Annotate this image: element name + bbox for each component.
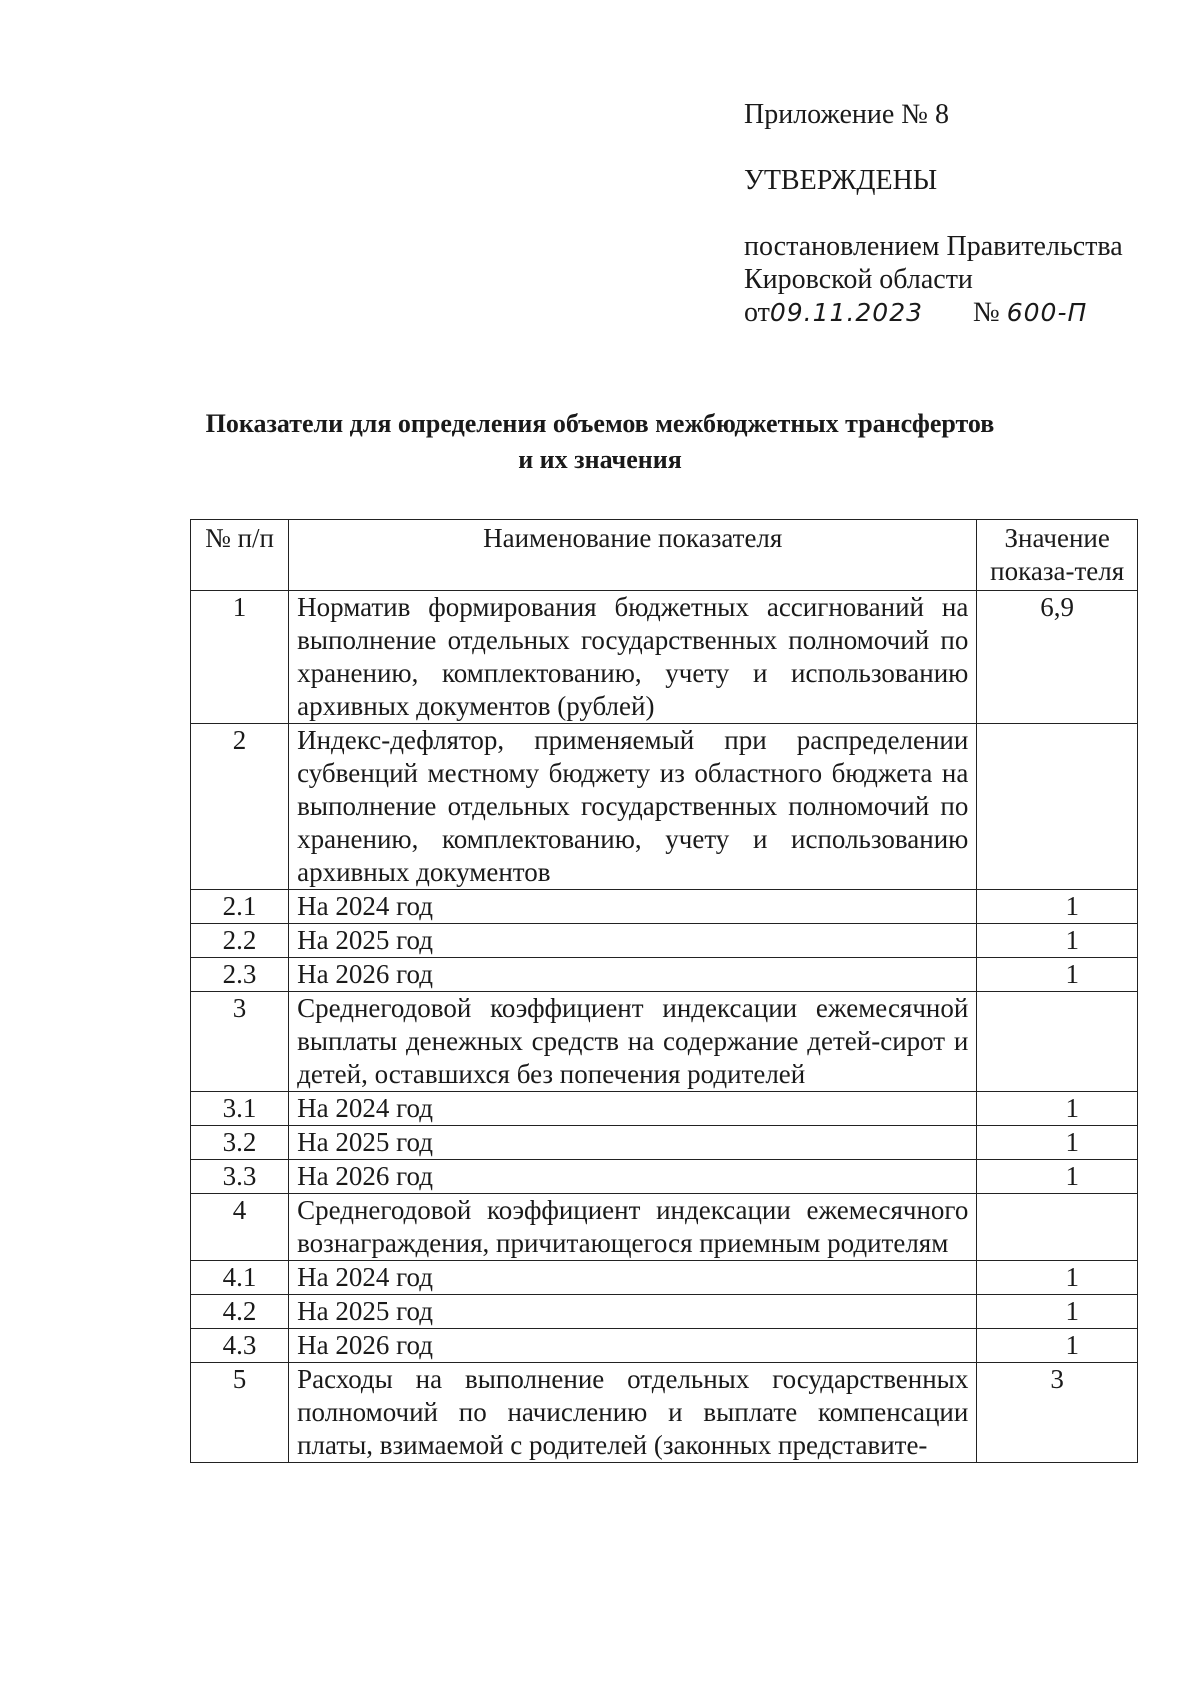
row-name: На 2026 год xyxy=(289,958,977,992)
table-row xyxy=(191,1261,1138,1295)
row-num: 4.2 xyxy=(191,1295,289,1329)
header-num: № п/п xyxy=(191,520,289,591)
row-name: На 2025 год xyxy=(289,924,977,958)
header-value: Значение показа-теля xyxy=(977,520,1138,591)
table-row xyxy=(191,1092,1138,1126)
approval-header xyxy=(744,98,1184,329)
row-name: На 2026 год xyxy=(289,1329,977,1363)
title-line-2: и их значения xyxy=(518,445,682,474)
row-num: 2 xyxy=(191,724,289,890)
row-num: 2.2 xyxy=(191,924,289,958)
row-value: 1 xyxy=(977,1295,1138,1329)
table-row xyxy=(191,1126,1138,1160)
handwritten-number: 600-П xyxy=(1006,298,1088,327)
table-row xyxy=(191,1194,1138,1261)
row-name: Норматив формирования бюджетных ассигнований на выполнение отдельных государственных полномочий по хранению, комплектованию, учету и использованию архивных документов (рублей) xyxy=(289,591,977,724)
row-value: 1 xyxy=(977,1126,1138,1160)
row-name: Индекс-дефлятор, применяемый при распределении субвенций местному бюджету из областного бюджета на выполнение отдельных государственных полномочий по хранению, комплектованию, учету и использованию архивных документов xyxy=(289,724,977,890)
row-num: 3.3 xyxy=(191,1160,289,1194)
row-name: Расходы на выполнение отдельных государственных полномочий по начислению и выплате компенсации платы, взимаемой с родителей (законных представите- xyxy=(289,1363,977,1463)
row-value xyxy=(977,724,1138,890)
handwritten-date: 09.11.2023 xyxy=(769,298,924,327)
appendix-label: Приложение № 8 xyxy=(744,99,949,130)
row-value: 6,9 xyxy=(977,591,1138,724)
table-row xyxy=(191,924,1138,958)
row-name: На 2024 год xyxy=(289,1092,977,1126)
document-title xyxy=(150,406,1050,478)
row-num: 4.3 xyxy=(191,1329,289,1363)
row-name: На 2025 год xyxy=(289,1295,977,1329)
number-prefix: № xyxy=(973,297,1000,328)
row-num: 3.2 xyxy=(191,1126,289,1160)
row-value: 1 xyxy=(977,890,1138,924)
title-line-1: Показатели для определения объемов межбюджетных трансфертов xyxy=(205,409,995,438)
row-value xyxy=(977,1194,1138,1261)
row-value: 1 xyxy=(977,924,1138,958)
table-row xyxy=(191,1363,1138,1463)
row-num: 1 xyxy=(191,591,289,724)
row-num: 3 xyxy=(191,992,289,1092)
table-row xyxy=(191,724,1138,890)
row-value xyxy=(977,992,1138,1092)
row-num: 2.3 xyxy=(191,958,289,992)
row-value: 1 xyxy=(977,1261,1138,1295)
row-name: Среднегодовой коэффициент индексации ежемесячного вознаграждения, причитающегося приемным родителям xyxy=(289,1194,977,1261)
row-name: Среднегодовой коэффициент индексации ежемесячной выплаты денежных средств на содержание детей-сирот и детей, оставшихся без попечения родителей xyxy=(289,992,977,1092)
indicators-table xyxy=(190,519,1138,1463)
date-prefix: от xyxy=(744,297,770,328)
row-num: 3.1 xyxy=(191,1092,289,1126)
table-row xyxy=(191,591,1138,724)
row-value: 3 xyxy=(977,1363,1138,1463)
row-name: На 2025 год xyxy=(289,1126,977,1160)
row-value: 1 xyxy=(977,1092,1138,1126)
decree-line-2: Кировской области xyxy=(744,264,973,295)
approved-label: УТВЕРЖДЕНЫ xyxy=(744,165,938,196)
table-row xyxy=(191,890,1138,924)
table-body xyxy=(191,591,1138,1463)
row-num: 2.1 xyxy=(191,890,289,924)
row-name: На 2024 год xyxy=(289,1261,977,1295)
row-num: 4.1 xyxy=(191,1261,289,1295)
row-name: На 2024 год xyxy=(289,890,977,924)
row-name: На 2026 год xyxy=(289,1160,977,1194)
decree-line-1: постановлением Правительства xyxy=(744,231,1123,262)
table-row xyxy=(191,1329,1138,1363)
row-value: 1 xyxy=(977,1160,1138,1194)
row-num: 4 xyxy=(191,1194,289,1261)
table-row xyxy=(191,958,1138,992)
header-name: Наименование показателя xyxy=(289,520,977,591)
decree-date-line xyxy=(744,296,1184,329)
row-value: 1 xyxy=(977,1329,1138,1363)
table-row xyxy=(191,992,1138,1092)
row-num: 5 xyxy=(191,1363,289,1463)
row-value: 1 xyxy=(977,958,1138,992)
table-row xyxy=(191,1295,1138,1329)
table-row xyxy=(191,1160,1138,1194)
table-header-row xyxy=(191,520,1138,591)
